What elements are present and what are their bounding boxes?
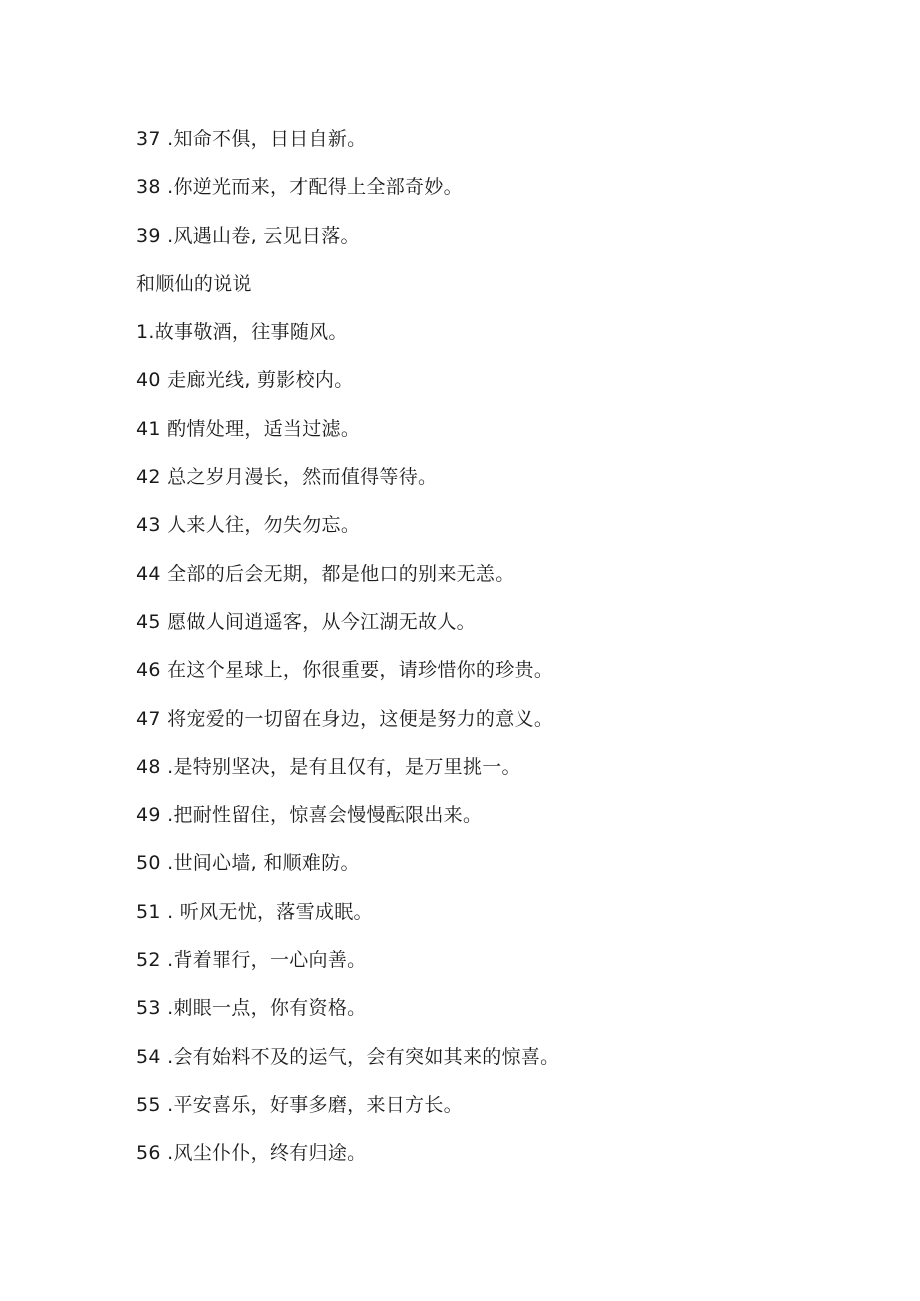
text-line: 45 愿做人间逍遥客，从今江湖无故人。	[136, 610, 476, 633]
text-line: 41 酌情处理，适当过滤。	[136, 417, 361, 440]
text-line: 42 总之岁月漫长，然而值得等待。	[136, 466, 438, 489]
text-line: 47 将宠爱的一切留在身边，这便是努力的意义。	[136, 707, 554, 730]
text-line: 48 .是特别坚决，是有且仅有，是万里挑一。	[136, 755, 521, 778]
text-line: 43 人来人往，勿失勿忘。	[136, 514, 361, 537]
text-line: 37 .知命不俱，日日自新。	[136, 128, 367, 150]
section-heading: 和顺仙的说说	[136, 272, 252, 295]
text-line: 40 走廊光线, 剪影校内。	[136, 369, 354, 392]
text-line: 50 .世间心墙, 和顺难防。	[136, 852, 360, 875]
text-lines	[136, 122, 876, 1185]
text-line: 54 .会有始料不及的运气，会有突如其来的惊喜。	[136, 1045, 560, 1068]
text-line: 44 全部的后会无期，都是他口的别来无恙。	[136, 562, 515, 585]
text-line: 51 . 听风无忧，落雪成眠。	[136, 900, 373, 923]
text-line: 53 .刺眼一点，你有资格。	[136, 997, 367, 1020]
text-line: 55 .平安喜乐，好事多磨，来日方长。	[136, 1093, 463, 1116]
text-line: 39 .风遇山卷, 云见日落。	[136, 224, 360, 247]
text-line: 1.故事敬酒，往事随风。	[136, 321, 348, 344]
text-line: 46 在这个星球上，你很重要，请珍惜你的珍贵。	[136, 659, 554, 682]
text-line: 52 .背着罪行，一心向善。	[136, 949, 367, 972]
text-line: 56 .风尘仆仆，终有归途。	[136, 1142, 367, 1165]
text-line: 38 .你逆光而来，才配得上全部奇妙。	[136, 176, 463, 199]
text-line: 49 .把耐性留住，惊喜会慢慢酝限出来。	[136, 804, 483, 827]
